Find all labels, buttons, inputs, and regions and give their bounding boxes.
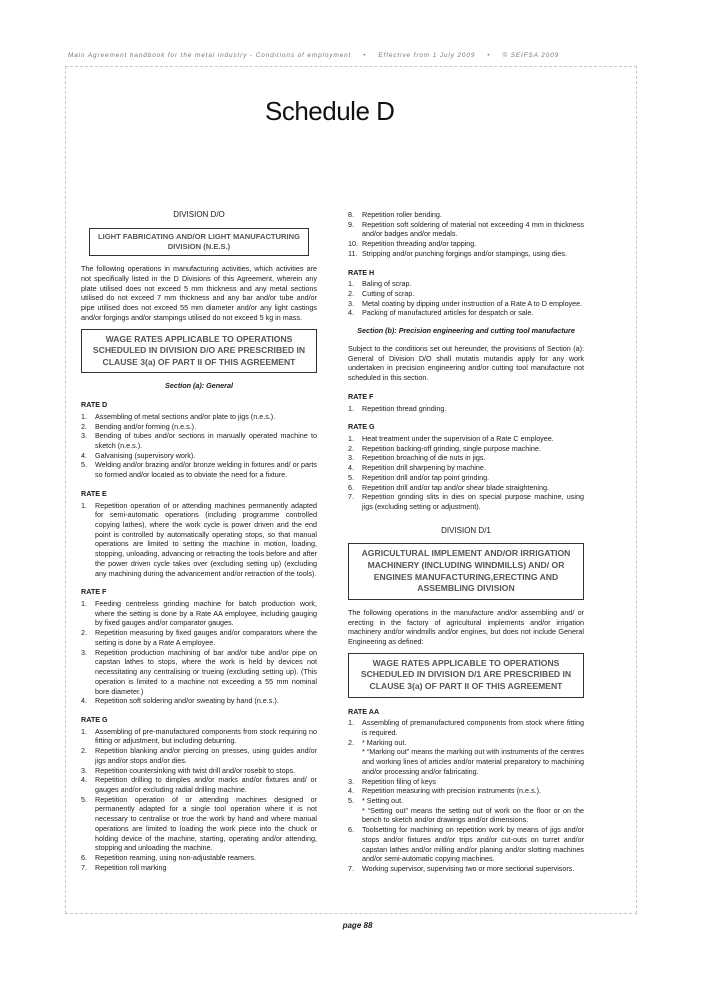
- item-text: Assembling of premanufactured components from stock where fitting is required.: [362, 718, 584, 737]
- list-item: [81, 696, 317, 706]
- list-item: [348, 825, 584, 864]
- item-number: 6.: [81, 853, 87, 863]
- item-text: Repetition operation of or attending machines designed or permanently adapted for a single tool operation where it is not necessary to centralise or true the work by hand and where manual operations are limited to loading the work piece into the chuck or holding device of the machine, starting, operating and/or attending, stopping and unloading the machine.: [95, 794, 317, 853]
- list-item: [81, 460, 317, 479]
- page-number: page 88: [342, 921, 373, 930]
- rate-heading: RATE G: [81, 714, 108, 724]
- item-number: 3.: [348, 298, 354, 308]
- item-number: 1.: [81, 599, 87, 609]
- item-text: * “Marking out” means the marking out with instruments of the centres and working lines of articles and/or material preparatory to machining and/or processing and/or fabricating.: [362, 747, 584, 776]
- list-item: [348, 220, 584, 239]
- division-heading: DIVISION D/1: [441, 525, 491, 535]
- item-number: 1.: [81, 500, 87, 510]
- item-number: 1.: [348, 279, 354, 289]
- item-number: 5.: [81, 794, 87, 804]
- header-effective-date: Effective from 1 July 2009: [378, 52, 476, 59]
- item-text: Repetition countersinking with twist drill and/or rosebit to stops.: [95, 765, 296, 775]
- list-item: [81, 422, 317, 432]
- item-number: 2.: [348, 443, 354, 453]
- item-text: Repetition reaming, using non-adjustable reamers.: [95, 853, 257, 863]
- list-item: [348, 777, 584, 787]
- item-text: Repetition broaching of die nuts in jigs.: [362, 453, 486, 463]
- item-text: Metal coating by dipping under instruction of a Rate A to D employee.: [362, 298, 583, 308]
- list-item: [81, 412, 317, 422]
- item-text: Repetition filing of keys: [362, 776, 436, 786]
- item-text: Heat treatment under the supervision of a Rate C employee.: [362, 433, 554, 443]
- item-number: 2.: [81, 421, 87, 431]
- list-item: [81, 451, 317, 461]
- section-intro: Subject to the conditions set out hereunder, the provisions of Section (a): General of Division D/O shall mutatis mutandis apply for any work undertaken in precision engineering and/or cutting tool manufacture not scheduled in this section.: [348, 343, 584, 383]
- item-number: 1.: [81, 726, 87, 736]
- item-number: 11.: [348, 248, 358, 258]
- header-copyright: © SEIFSA 2009: [502, 52, 560, 59]
- list-item: [348, 796, 584, 806]
- rate-heading: RATE E: [81, 488, 107, 498]
- item-number: 5.: [81, 460, 87, 470]
- rate-heading: RATE G: [348, 422, 375, 432]
- item-text: Repetition measuring by fixed gauges and/or comparators where the setting is done by a Rate A employee.: [95, 628, 317, 647]
- right-column: [348, 210, 584, 874]
- list-item: [348, 738, 584, 748]
- division-box: AGRICULTURAL IMPLEMENT AND/OR IRRIGATION MACHINERY (INCLUDING WINDMILLS) AND/ OR ENGINES MANUFACTURING,ERECTING AND ASSEMBLING DIVISION: [348, 543, 584, 599]
- list-item: [81, 795, 317, 853]
- list-item: [348, 279, 584, 289]
- item-number: 8.: [348, 210, 354, 219]
- item-number: 2.: [81, 628, 87, 638]
- item-number: 3.: [81, 765, 87, 775]
- item-text: Repetition measuring with precision instruments (n.e.s.).: [362, 786, 541, 796]
- item-number: 5.: [348, 472, 354, 482]
- page-frame-right: [636, 66, 637, 913]
- list-item: [348, 444, 584, 454]
- item-number: 2.: [81, 746, 87, 756]
- item-number: 4.: [81, 775, 87, 785]
- item-text: Toolsetting for machining on repetition work by means of jigs and/or stops and/or fixtures and/or trips and/or cut-outs on turret and/or capstan lathes and/or milling and/or planing and/or slotting machines and/or semi-automatic copying machines.: [362, 825, 584, 864]
- rate-heading: RATE F: [81, 587, 107, 597]
- item-number: [348, 747, 362, 776]
- item-text: Repetition production machining of bar and/or tube and/or pipe on capstan lathes to stops, where the work is held by devices not necessitating any centralising or trueing (excluding setting up). (This operation is limited to a machine not exceeding a 55 mm nominal bore diameter.): [95, 647, 317, 696]
- header-separator: •: [487, 52, 491, 59]
- item-text: Repetition roller bending.: [362, 210, 442, 219]
- list-item: [348, 483, 584, 493]
- item-number: 4.: [348, 786, 354, 796]
- item-text: Bending and/or forming (n.e.s.).: [95, 421, 197, 431]
- list-item: [81, 746, 317, 765]
- rate-list: [348, 718, 584, 874]
- list-item: [348, 718, 584, 737]
- item-text: Repetition backing-off grinding, single purpose machine.: [362, 443, 541, 453]
- item-text: Repetition threading and/or tapping.: [362, 239, 477, 249]
- list-item: [81, 599, 317, 628]
- item-text: Repetition soft soldering of material not exceeding 4 mm in thickness and/or badges and/or medals.: [362, 219, 584, 239]
- left-column: [81, 210, 317, 872]
- item-text: Baling of scrap.: [362, 279, 412, 289]
- item-text: Working supervisor, supervising two or more sectional supervisors.: [362, 864, 575, 874]
- item-text: Feeding centreless grinding machine for batch production work, where the setting is done by a Rate AA employee, including gauging by fixed gauges and/or comparator gauges.: [95, 599, 317, 628]
- item-text: Repetition blanking and/or piercing on presses, using guides and/or jigs and/or stops and/or dies.: [95, 746, 317, 765]
- item-number: 6.: [348, 482, 354, 492]
- item-number: 1.: [348, 403, 354, 413]
- list-item: [348, 308, 584, 318]
- item-number: 7.: [348, 492, 354, 502]
- rate-heading: RATE F: [348, 391, 374, 401]
- item-text: Repetition drill sharpening by machine.: [362, 463, 486, 473]
- item-number: 7.: [348, 864, 354, 874]
- item-text: Repetition grinding slits in dies on special purpose machine, using jigs (excluding setting or adjustment).: [362, 492, 584, 511]
- item-text: Packing of manufactured articles for despatch or sale.: [362, 308, 534, 318]
- item-number: 5.: [348, 795, 354, 805]
- rate-list: [81, 727, 317, 873]
- running-header: [68, 52, 637, 59]
- wage-rates-box: WAGE RATES APPLICABLE TO OPERATIONS SCHEDULED IN DIVISION D/O ARE PRESCRIBED IN CLAUSE 3(a) OF PART II OF THIS AGREEMENT: [81, 329, 317, 374]
- item-text: Assembling of pre-manufactured components from stock requiring no fitting or adjustment, but including deburring.: [95, 726, 317, 746]
- wage-rates-box: WAGE RATES APPLICABLE TO OPERATIONS SCHEDULED IN DIVISION D/1 ARE PRESCRIBED IN CLAUSE 3(a) OF PART II OF THIS AGREEMENT: [348, 653, 584, 698]
- item-text: Repetition drill and/or tap point grinding.: [362, 472, 490, 482]
- list-item: [81, 648, 317, 697]
- rate-list: [348, 279, 584, 318]
- list-item: [348, 786, 584, 796]
- item-number: 2.: [348, 289, 354, 299]
- list-item: [81, 766, 317, 776]
- item-text: Welding and/or brazing and/or bronze welding in fixtures and/ or parts so formed and/or located as to obviate the need for a fixture.: [95, 460, 317, 480]
- rate-list: [81, 501, 317, 579]
- list-item: [348, 404, 584, 414]
- item-text: Repetition drill and/or tap and/or shear blade straightening.: [362, 482, 549, 492]
- item-text: * Setting out.: [362, 795, 404, 805]
- item-text: Repetition soft soldering and/or sweating by hand (n.e.s.).: [95, 696, 279, 706]
- rate-heading: RATE AA: [348, 706, 380, 716]
- item-number: [348, 806, 362, 825]
- list-item: [348, 434, 584, 444]
- item-number: 6.: [348, 825, 354, 835]
- section-heading: Section (a): General: [165, 381, 233, 391]
- list-item: [348, 239, 584, 249]
- item-text: Stripping and/or punching forgings and/or stampings, using dies.: [362, 248, 567, 258]
- list-item: [348, 463, 584, 473]
- list-item: [348, 289, 584, 299]
- list-item: [348, 806, 584, 825]
- list-item: [348, 747, 584, 776]
- division-intro: The following operations in the manufacture and/or assembling and/ or erecting in the factory of agricultural implements and/or irrigation machinery and/or windmills and/or engines, but does not include General Engineering as defined:: [348, 607, 584, 647]
- item-number: 3.: [81, 431, 87, 441]
- item-text: Assembling of metal sections and/or plate to jigs (n.e.s.).: [95, 411, 276, 421]
- item-number: 3.: [348, 776, 354, 786]
- page-frame-top: [65, 66, 637, 67]
- rate-heading: RATE D: [81, 400, 108, 410]
- item-number: 2.: [348, 737, 354, 747]
- list-item: [348, 864, 584, 874]
- item-number: 4.: [348, 308, 354, 318]
- list-item: [81, 628, 317, 647]
- item-text: Cutting of scrap.: [362, 289, 415, 299]
- item-number: 7.: [81, 862, 87, 872]
- list-item: [348, 453, 584, 463]
- section-heading: Section (b): Precision engineering and cutting tool manufacture: [357, 326, 575, 336]
- item-text: Galvanising (supervisory work).: [95, 450, 196, 460]
- list-item: [81, 727, 317, 746]
- list-item: [81, 853, 317, 863]
- list-item: [81, 775, 317, 794]
- division-heading: DIVISION D/O: [173, 210, 225, 219]
- item-number: 1.: [348, 433, 354, 443]
- page-frame-bottom: [65, 913, 637, 914]
- item-text: Bending of tubes and/or sections in manually operated machine to sketch (n.e.s.).: [95, 431, 317, 450]
- list-item: [81, 863, 317, 873]
- rate-heading: RATE H: [348, 267, 375, 277]
- list-item: [348, 210, 584, 220]
- rate-list: [81, 412, 317, 480]
- item-number: 4.: [81, 696, 87, 706]
- item-number: 10.: [348, 239, 358, 249]
- division-intro: The following operations in manufacturing activities, which activities are not specifically listed in the D Divisions of this Agreement, wherein any plate utilised does not exceed 5 mm thickness and any metal sections utilised do not exceed 7 mm thickness and any bar and/or tube and/or pipe utilised does not exceed 55 mm diameter and/or any light castings and/or forgings and/or stampings utilised do not exceed 5 kg in mass.: [81, 264, 317, 322]
- list-item: [348, 299, 584, 309]
- item-number: 1.: [348, 718, 354, 728]
- item-text: Repetition drilling to dimples and/or marks and/or fixtures and/ or gauges and/or excluding radial drilling machine.: [95, 775, 317, 794]
- item-number: 1.: [81, 411, 87, 421]
- page-title: Schedule D: [265, 96, 395, 126]
- list-item: [348, 249, 584, 259]
- item-text: Repetition operation of or attending machines permanently adapted for semi-automatic operations (including programme controlled copying lathes), where the work cycle is power driven and the end point is controlled by automatically operating stops, so that manual operations are limited to setting the machine in motion, loading, stopping, unloading, advancing or retracting the tools before and after the power driven cycle takes over (excluding setting up) (excluding any machining during the advancement and/or retraction of the tools).: [95, 500, 317, 578]
- item-number: 4.: [81, 450, 87, 460]
- item-number: 3.: [81, 647, 87, 657]
- item-text: * “Setting out” means the setting out of work on the floor or on the bench to sketch and/or drawings and/or dimensions.: [362, 805, 584, 825]
- list-item: [81, 431, 317, 450]
- list-item: [348, 473, 584, 483]
- list-item: [81, 501, 317, 579]
- list-item: [348, 492, 584, 511]
- item-number: 4.: [348, 463, 354, 473]
- header-separator: •: [363, 52, 367, 59]
- rate-list-continued: [348, 210, 584, 259]
- item-text: Repetition thread grinding.: [362, 403, 447, 413]
- item-text: * Marking out.: [362, 737, 407, 747]
- header-publication: Main Agreement handbook for the metal industry - Conditions of employment: [68, 52, 352, 59]
- page-frame-left: [65, 66, 66, 913]
- item-number: 3.: [348, 453, 354, 463]
- item-number: 9.: [348, 219, 354, 229]
- rate-list: [348, 434, 584, 512]
- division-box: LIGHT FABRICATING AND/OR LIGHT MANUFACTURING DIVISION (N.E.S.): [89, 228, 309, 257]
- item-text: Repetition roll marking: [95, 862, 167, 872]
- rate-list: [81, 599, 317, 706]
- rate-list: [348, 404, 584, 414]
